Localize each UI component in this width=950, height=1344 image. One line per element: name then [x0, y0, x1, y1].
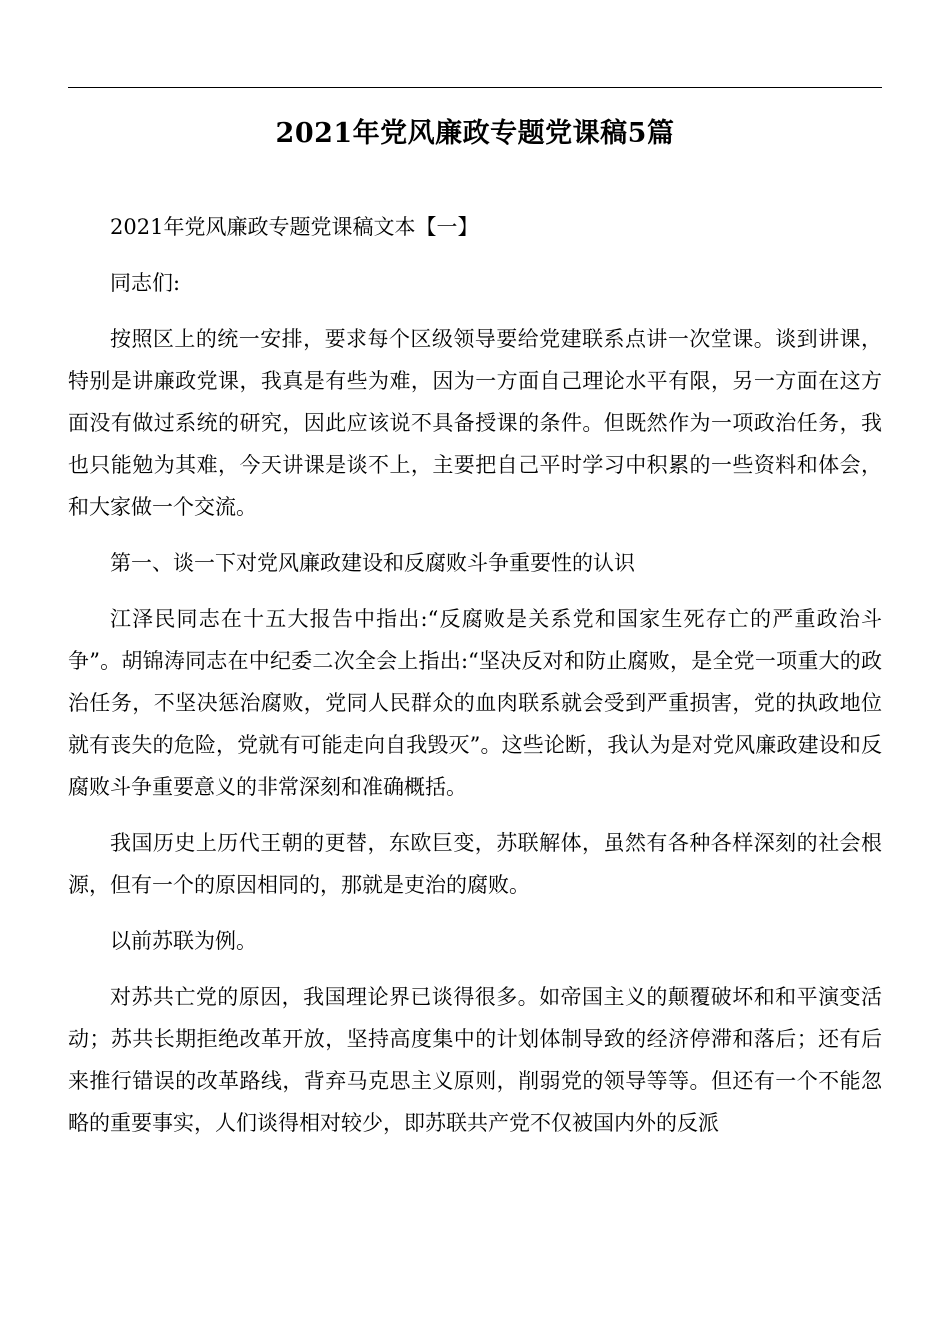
paragraph-example: 以前苏联为例。 [110, 929, 257, 953]
paragraph-quotes: 江泽民同志在十五大报告中指出:“反腐败是关系党和国家生死存亡的严重政治斗争”。胡锦涛同志在中纪委二次全会上指出:“坚决反对和防止腐败，是全党一项重大的政治任务，不坚决惩治腐败，党同人民群众的血肉联系就会受到严重损害，党的执政地位就有丧失的危险，党就有可能走向自我毁灭”。这些论断，我认为是对党风廉政建设和反腐败斗争重要意义的非常深刻和准确概括。 [68, 607, 882, 799]
document-title: 2021年党风廉政专题党课稿5篇 [275, 118, 675, 150]
paragraph-salutation: 同志们: [110, 271, 181, 295]
paragraph-section-heading: 2021年党风廉政专题党课稿文本【一】 [110, 215, 479, 239]
paragraph-history: 我国历史上历代王朝的更替，东欧巨变，苏联解体，虽然有各种各样深刻的社会根源，但有一个的原因相同的，那就是吏治的腐败。 [68, 831, 882, 897]
paragraph-subheading-first: 第一、谈一下对党风廉政建设和反腐败斗争重要性的认识 [110, 551, 635, 575]
document-body [68, 206, 882, 1158]
paragraph-intro: 按照区上的统一安排，要求每个区级领导要给党建联系点讲一次堂课。谈到讲课，特别是讲廉政党课，我真是有些为难，因为一方面自己理论水平有限，另一方面在这方面没有做过系统的研究，因此应该说不具备授课的条件。但既然作为一项政治任务，我也只能勉为其难，今天讲课是谈不上，主要把自己平时学习中积累的一些资料和体会，和大家做一个交流。 [68, 327, 882, 519]
header-rule [68, 87, 882, 88]
paragraph-soviet-analysis: 对苏共亡党的原因，我国理论界已谈得很多。如帝国主义的颠覆破坏和和平演变活动；苏共长期拒绝改革开放，坚持高度集中的计划体制导致的经济停滞和落后；还有后来推行错误的改革路线，背弃马克思主义原则，削弱党的领导等等。但还有一个不能忽略的重要事实，人们谈得相对较少，即苏联共产党不仅被国内外的反派 [68, 985, 882, 1135]
